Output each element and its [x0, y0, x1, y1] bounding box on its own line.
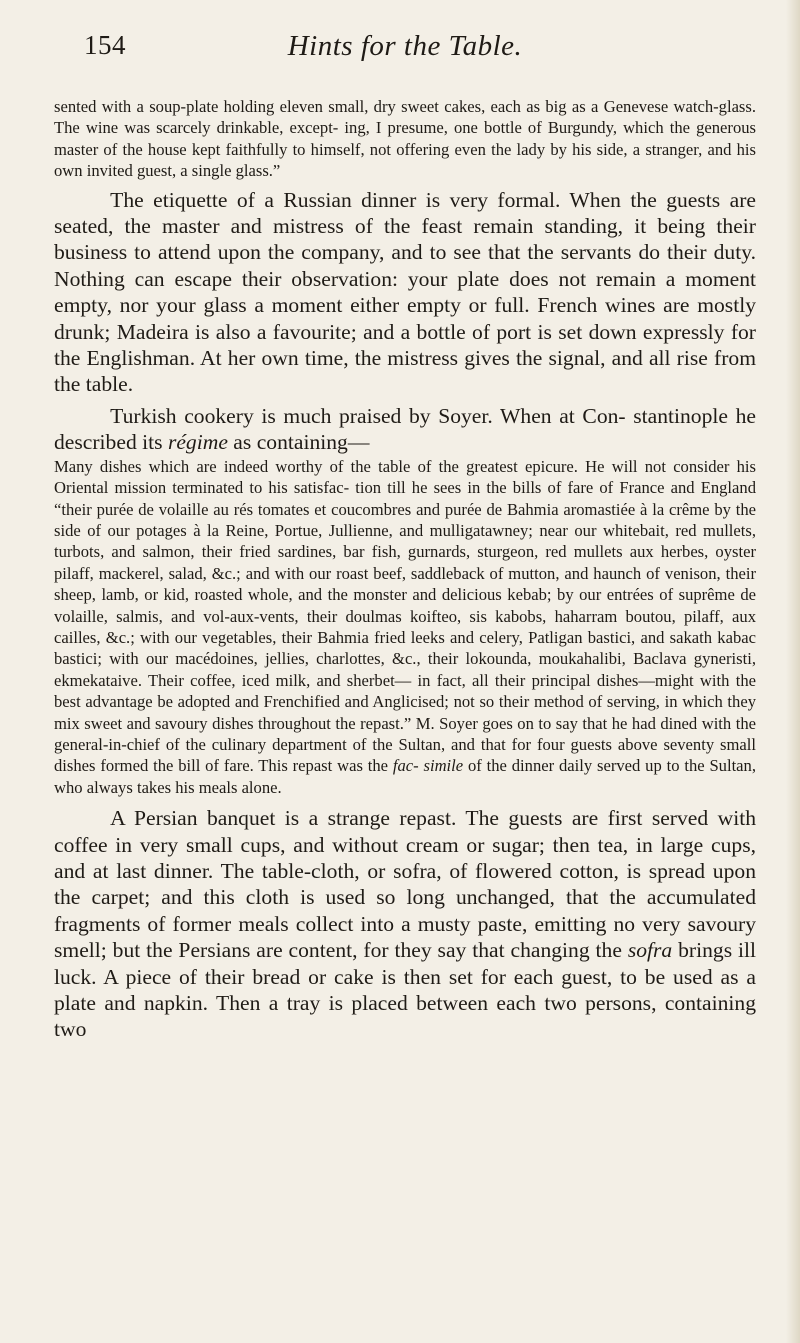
page-edge-shadow [786, 0, 800, 1343]
sofra-italic: sofra [627, 938, 673, 963]
turkish-cookery-paragraph [54, 403, 756, 456]
turkish-cookery-text-start: Turkish cookery is much praised by Soyer. When at Con- stantinople he described its [54, 403, 756, 455]
turkish-cookery-text-end: as containing— [227, 430, 370, 455]
facsimile-italic: fac- simile [392, 756, 464, 776]
persian-banquet-text-start: A Persian banquet is a strange repast. The guests are first served with coffee in very small cups, and without cream or sugar; then tea, in large cups, and at last dinner. The table-cloth, or sofra, of flowered cotton, is spread upon the carpet; and this cloth is used so long unchanged, that the accumulated fragments of former meals collect into a musty paste, emitting no very savoury smell; but the Persians are content, for they say that changing the [54, 806, 756, 963]
quote-continuation-text: sented with a soup-plate holding eleven small, dry sweet cakes, each as big as a Genevese watch-glass. The wine was scarcely drinkable, except- ing, I presume, one bottle of Burgundy, which the generous master of the house kept faithfully to himself, not offering even the lady by his side, a stranger, and his own invited guest, a single glass.” [54, 97, 756, 181]
soyer-quote-paragraph [54, 456, 756, 799]
soyer-quote-text-end: of the dinner daily served up to the Sultan, who always takes his meals alone. [54, 756, 756, 797]
soyer-quote-text-start: Many dishes which are indeed worthy of the table of the greatest epicure. He will not consider his Oriental mission terminated to his satisfac- tion till he sees in the bills of fare of France and England “their purée de volaille au rés tomates et coucombres and purée de Bahmia aromastiée à la crême by the side of our potages à la Reine, Portue, Jullienne, and mulligatawney; near our whitebait, red mullets, turbots, and salmon, their fried sardines, bar fish, gurnards, sturgeon, red mullets aux herbes, oyster pilaff, mackerel, salad, &c.; and with our roast beef, saddleback of mutton, and haunch of venison, their sheep, lamb, or kid, roasted whole, and the monster and delicious kebab; by our entrées of suprême de volaille, salmis, and vol-aux-vents, their doulmas koifteo, sis kabobs, haharram boutou, pilaff, aux cailles, &c.; with our vegetables, their Bahmia fried leeks and celery, Patligan bastici, and sakath kabac bastici; with our macédoines, jellies, charlottes, &c., their lokounda, moukahalibi, Baclava gyneristi, ekmekataive. Their coffee, iced milk, and sherbet— in fact, all their principal dishes—might with the best advantage be adopted and Frenchified and Anglicised; not so their method of serving, in which they mix sweet and savoury dishes throughout the repast.” M. Soyer goes on to say that he had dined with the general-in-chief of the culinary department of the Sultan, and that for four guests above seventy small dishes formed the bill of fare. This repast was the [54, 456, 756, 776]
page-number: 154 [84, 30, 126, 60]
russian-dinner-text: The etiquette of a Russian dinner is very formal. When the guests are seated, the master and mistress of the feast remain standing, it being their business to attend upon the company, and to see that the servants do their duty. Nothing can escape their observation: your plate does not remain a moment empty, nor your glass a moment either empty or full. French wines are mostly drunk; Madeira is also a favourite; and a bottle of port is set down expressly for the Englishman. At her own time, the mistress gives the signal, and all rise from the table. [54, 187, 756, 397]
running-title: Hints for the Table. [287, 30, 523, 62]
page-body [54, 96, 756, 1043]
quote-continuation-paragraph [54, 96, 756, 182]
page-header [54, 30, 756, 74]
persian-banquet-text-end: brings ill luck. A piece of their bread or cake is then set for each guest, to be used as a plate and napkin. Then a tray is placed between each two persons, containing two [54, 938, 757, 1042]
persian-banquet-paragraph [54, 805, 756, 1043]
regime-italic: régime [167, 430, 228, 455]
russian-dinner-paragraph [54, 187, 756, 398]
